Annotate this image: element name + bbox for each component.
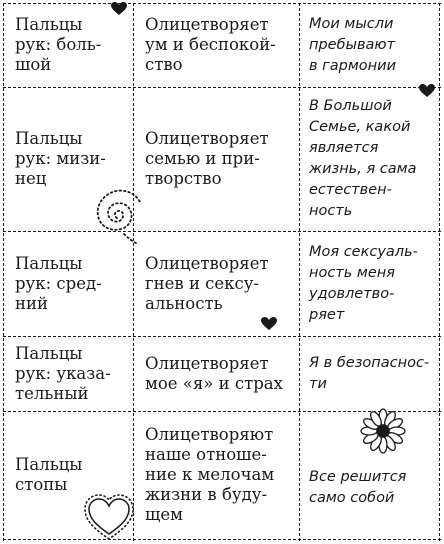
affirmation-text: Все решится само собой	[309, 469, 407, 506]
meaning-text: Олицетворяет ум и беспокой- ство	[145, 15, 276, 74]
table-row-1-meaning	[133, 87, 299, 231]
affirmation-table	[3, 3, 441, 541]
table-row-3-body-part	[3, 336, 133, 411]
table-row-0-meaning	[133, 3, 299, 87]
table-row-4-meaning	[133, 411, 299, 539]
meaning-text: Олицетворяет семью и при- творство	[145, 129, 269, 188]
affirmation-text: Я в безопаснос- ти	[309, 354, 430, 392]
table-row-2-affirmation	[299, 231, 441, 336]
affirmation-text: Моя сексуаль- ность меня удовлетво- ряет	[309, 243, 418, 323]
meaning-text: Олицетворяет мое «я» и страх	[145, 353, 283, 393]
body-part-text: Пальцы рук: сред- ний	[15, 253, 102, 313]
body-part-text: Пальцы рук: мизи- нец	[15, 129, 106, 188]
flower-icon	[360, 408, 406, 454]
table-row-0-affirmation	[299, 3, 441, 87]
body-part-text: Пальцы рук: боль- шой	[15, 15, 102, 74]
meaning-text: Олицетворяет гнев и сексу- альность	[145, 253, 269, 313]
grid-line	[3, 539, 441, 540]
table-row-3-affirmation	[299, 336, 441, 411]
body-part-text: Пальцы стопы	[15, 455, 83, 494]
body-part-text: Пальцы рук: указа- тельный	[15, 343, 111, 403]
swirl-icon	[90, 186, 144, 246]
heart-icon	[261, 317, 277, 331]
table-row-2-body-part	[3, 231, 133, 336]
meaning-text: Олицетворяют наше отноше- ние к мелочам жизни в буду- щем	[145, 425, 275, 524]
table-row-1-affirmation	[299, 87, 441, 231]
heart-outline-icon	[84, 494, 134, 540]
heart-icon	[111, 2, 127, 16]
affirmation-text: В Большой Семье, какой является жизнь, я сама естествен- ность	[309, 98, 417, 219]
table-row-3-meaning	[133, 336, 299, 411]
affirmation-text: Мои мысли пребывают в гармонии	[309, 15, 396, 74]
heart-icon	[419, 84, 435, 98]
